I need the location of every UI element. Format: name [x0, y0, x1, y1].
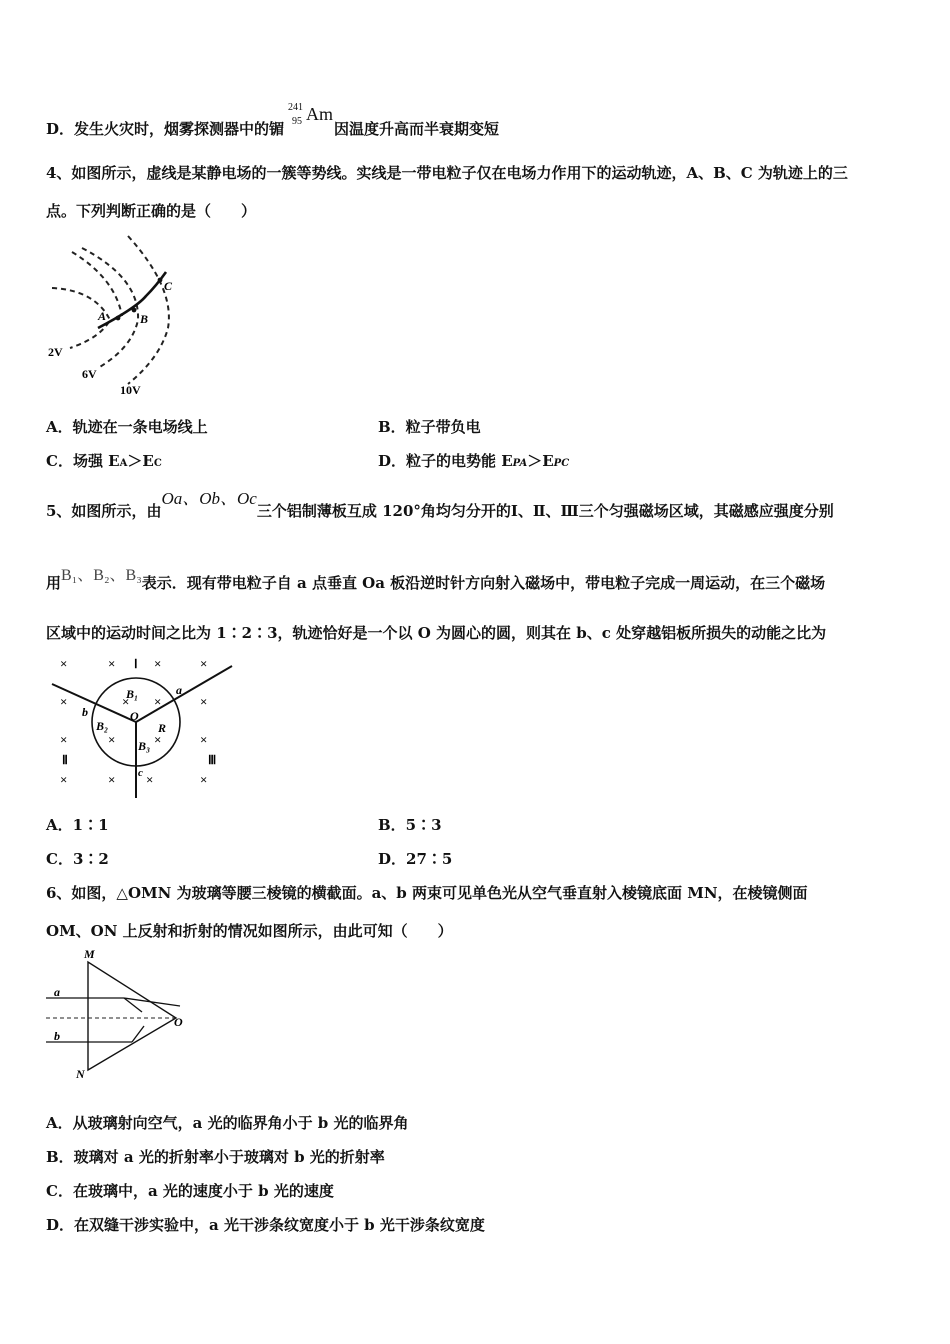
svg-text:×: ×: [154, 694, 162, 709]
b3-label: B₃: [138, 739, 151, 753]
q6-option-c[interactable]: C．在玻璃中，a 光的速度小于 b 光的速度: [46, 1182, 334, 1200]
label-b: b: [54, 1029, 60, 1043]
q5-option-c[interactable]: C．3∶2: [46, 850, 109, 868]
q6-option-d[interactable]: D．在双缝干涉实验中，a 光干涉条纹宽度小于 b 光干涉条纹宽度: [46, 1216, 485, 1234]
q6-stem-line1: 6、如图，△OMN 为玻璃等腰三棱镜的横截面。a、b 两束可见单色光从空气垂直射入棱镜底面 MN，在棱镜侧面: [46, 884, 808, 902]
label-10v: 10V: [120, 383, 141, 397]
c-label: c: [138, 767, 143, 779]
svg-text:×: ×: [108, 732, 116, 747]
region-i-label: Ⅰ: [134, 657, 138, 671]
point-a-dot: [116, 316, 121, 321]
b1-label: B₁: [126, 687, 139, 701]
q5-option-a[interactable]: A．1∶1: [46, 816, 109, 834]
q3-option-d: [46, 102, 500, 139]
q3-option-d-pre: D．发生火灾时，烟雾探测器中的镅: [46, 120, 285, 138]
label-m: M: [84, 947, 95, 961]
label-6v: 6V: [82, 367, 97, 381]
point-b-dot: [132, 308, 137, 313]
q6-option-b[interactable]: B．玻璃对 a 光的折射率小于玻璃对 b 光的折射率: [46, 1148, 385, 1166]
svg-text:×: ×: [122, 694, 130, 709]
svg-text:×: ×: [146, 772, 154, 787]
svg-text:×: ×: [60, 732, 68, 747]
plate-oa: [136, 666, 232, 722]
region-ii-label: Ⅱ: [62, 753, 68, 767]
svg-text:×: ×: [154, 732, 162, 747]
q4-equipotential-figure: [40, 228, 200, 408]
b-label: b: [82, 705, 88, 719]
q5-option-d[interactable]: D．27∶5: [378, 850, 453, 868]
svg-text:×: ×: [60, 772, 68, 787]
label-b: B: [140, 312, 149, 326]
q4-option-b[interactable]: B．粒子带负电: [378, 418, 481, 436]
svg-text:×: ×: [154, 656, 162, 671]
label-a: a: [54, 985, 60, 999]
q5-option-b[interactable]: B．5∶3: [378, 816, 442, 834]
americium-nuclide: 241 95 Am: [288, 102, 334, 127]
svg-text:×: ×: [60, 694, 68, 709]
svg-text:×: ×: [108, 656, 116, 671]
q6-stem-line2: OM、ON 上反射和折射的情况如图所示，由此可知（ ）: [46, 922, 453, 940]
q5-stem-line1: 5、如图所示，由Oa、Ob、Oc三个铝制薄板互成 120°角均匀分开的Ⅰ、Ⅱ、Ⅲ三个匀强磁场区域，其磁感应强度分别: [46, 489, 834, 520]
b2-label: B₂: [96, 719, 109, 733]
q5-magnetic-regions-figure: [46, 652, 246, 802]
equipotential-2v: [72, 252, 122, 316]
r-label: R: [158, 721, 167, 735]
q5-stem-line3: 区域中的运动时间之比为 1∶2∶3，轨迹恰好是一个以 O 为圆心的圆，则其在 b、c 处穿越铝板所损失的动能之比为: [46, 624, 827, 642]
svg-text:×: ×: [200, 772, 208, 787]
svg-text:×: ×: [200, 732, 208, 747]
q6-option-a[interactable]: A．从玻璃射向空气，a 光的临界角小于 b 光的临界角: [46, 1114, 409, 1132]
svg-text:×: ×: [200, 656, 208, 671]
q5-field-symbols: B₁、B₂、B₃: [61, 567, 142, 584]
label-a: A: [98, 309, 107, 323]
particle-trajectory: [98, 272, 166, 328]
q4-option-d[interactable]: D．粒子的电势能 EPA＞EPC: [378, 452, 570, 470]
label-2v: 2V: [48, 345, 63, 359]
q3-option-d-post: 因温度升高而半衰期变短: [334, 120, 500, 138]
svg-text:×: ×: [108, 772, 116, 787]
a-label: a: [176, 683, 182, 697]
label-o: O: [174, 1015, 183, 1029]
o-label: O: [130, 709, 139, 723]
q4-stem-line2: 点。下列判断正确的是（ ）: [46, 202, 257, 220]
q4-option-a[interactable]: A．轨迹在一条电场线上: [46, 418, 208, 436]
label-n: N: [76, 1067, 85, 1081]
svg-text:×: ×: [200, 694, 208, 709]
q6-prism-figure: [40, 946, 200, 1082]
prism-omn: [88, 962, 176, 1070]
svg-text:×: ×: [60, 656, 68, 671]
label-c: C: [164, 279, 173, 293]
q4-option-c[interactable]: C．场强 EA＞EC: [46, 452, 162, 470]
q4-stem-line1: 4、如图所示，虚线是某静电场的一簇等势线。实线是一带电粒子仅在电场力作用下的运动轨迹，A、B、C 为轨迹上的三: [46, 164, 848, 182]
ray-b-reflected: [132, 1026, 144, 1042]
q5-stem-line2: 用B₁、B₂、B₃表示．现有带电粒子自 a 点垂直 Oa 板沿逆时针方向射入磁场中，带电粒子完成一周运动，在三个磁场: [46, 567, 826, 592]
point-c-dot: [158, 278, 163, 283]
region-iii-label: Ⅲ: [208, 753, 217, 767]
q5-plate-symbols: Oa、Ob、Oc: [161, 489, 257, 508]
